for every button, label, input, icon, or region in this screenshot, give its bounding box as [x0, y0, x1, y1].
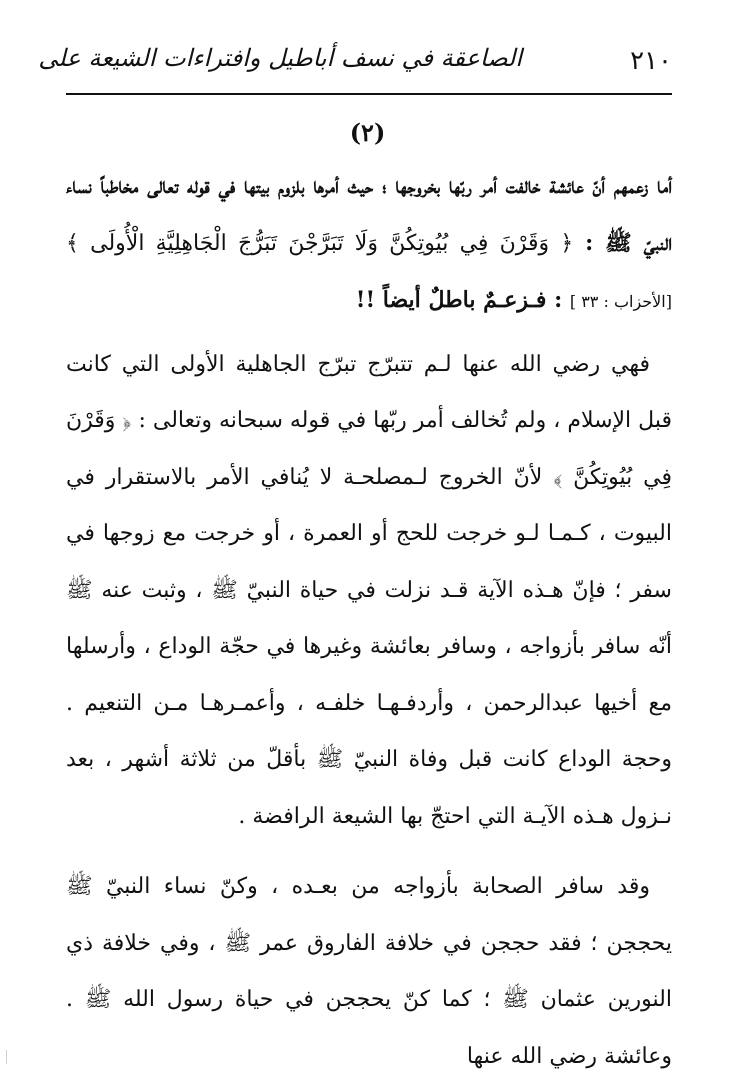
- paragraph-3: [66, 859, 672, 1085]
- paragraph-1: [66, 158, 672, 331]
- paragraph-2: [66, 337, 672, 846]
- paragraph-1-tail: : فـزعـمٌ باطلٌ أيضاً !!: [355, 287, 563, 313]
- paragraph-3-text: وقد سافر الصحابة بأزواجه من بعـده ، وكنّ نساء النبيّ ﷺ يحججن ؛ فقد حججن في خلافة الفاروق عمر ﷺ ، وفي خلافة ذي النورين عثمان ﷺ ؛ كما كنّ يحججن في حياة رسول الله ﷺ . وعائشة رضي الله عنها: [66, 874, 672, 1069]
- body-text: [66, 158, 672, 1085]
- verse-reference: [الأحزاب : ٣٣ ]: [569, 292, 672, 311]
- header-divider: [66, 93, 672, 95]
- running-header-title: الصاعقة في نسف أباطيل وافتراءات الشيعة على: [38, 44, 522, 72]
- quran-verse: ﴿ وَقَرْنَ فِي بُيُوتِكُنَّ وَلَا تَبَرَّجْنَ تَبَرُّجَ الْجَاهِلِيَّةِ الْأُولَى ﴾: [66, 230, 574, 256]
- quran-verse-short: ﴿ وَقَرْنَ فِي بُيُوتِكُنَّ ﴾: [66, 408, 672, 490]
- scan-margin-mark: [6, 1050, 7, 1064]
- paragraph-2-lead: فهي رضي الله عنها لـم تتبرّج تبرّج الجاهلية الأولى التي كانت قبل الإسلام ، ولم تُخالف أمر ربّها في قوله سبحانه وتعالى :: [66, 351, 672, 433]
- running-header: [38, 40, 672, 88]
- paragraph-2-tail: لأنّ الخروج لـمصلحـة لا يُنافي الأمر بالاستقرار في البيوت ، كـمـا لـو خرجت للحج أو العمرة ، أو خرجت مع زوجها في سفر ؛ فإنّ هـذه الآية قـد نزلت في حياة النبيّ ﷺ ، وثبت عنه ﷺ أنّه سافر بأزواجه ، وسافر بعائشة وغيرها في حجّة الوداع ، وأرسلها مع أخيها عبدالرحمن ، وأردفـهـا خلفـه ، وأعمـرهـا مـن التنعيم . وحجة الوداع كانت قبل وفاة النبيّ ﷺ بأقلّ من ثلاثة أشهر ، بعد نـزول هـذه الآيـة التي احتجّ بها الشيعة الرافضة .: [66, 464, 672, 829]
- paragraph-1-lead: أما زعمهم أنّ عائشة خالفت أمر ربّها بخروجها ؛ حيث أمرها بلزوم بيتها في قوله تعالى مخاطباً نساء النبيّ ﷺ :: [66, 173, 672, 256]
- section-number: (٢): [349, 118, 386, 147]
- page-number: ٢١٠: [630, 46, 672, 76]
